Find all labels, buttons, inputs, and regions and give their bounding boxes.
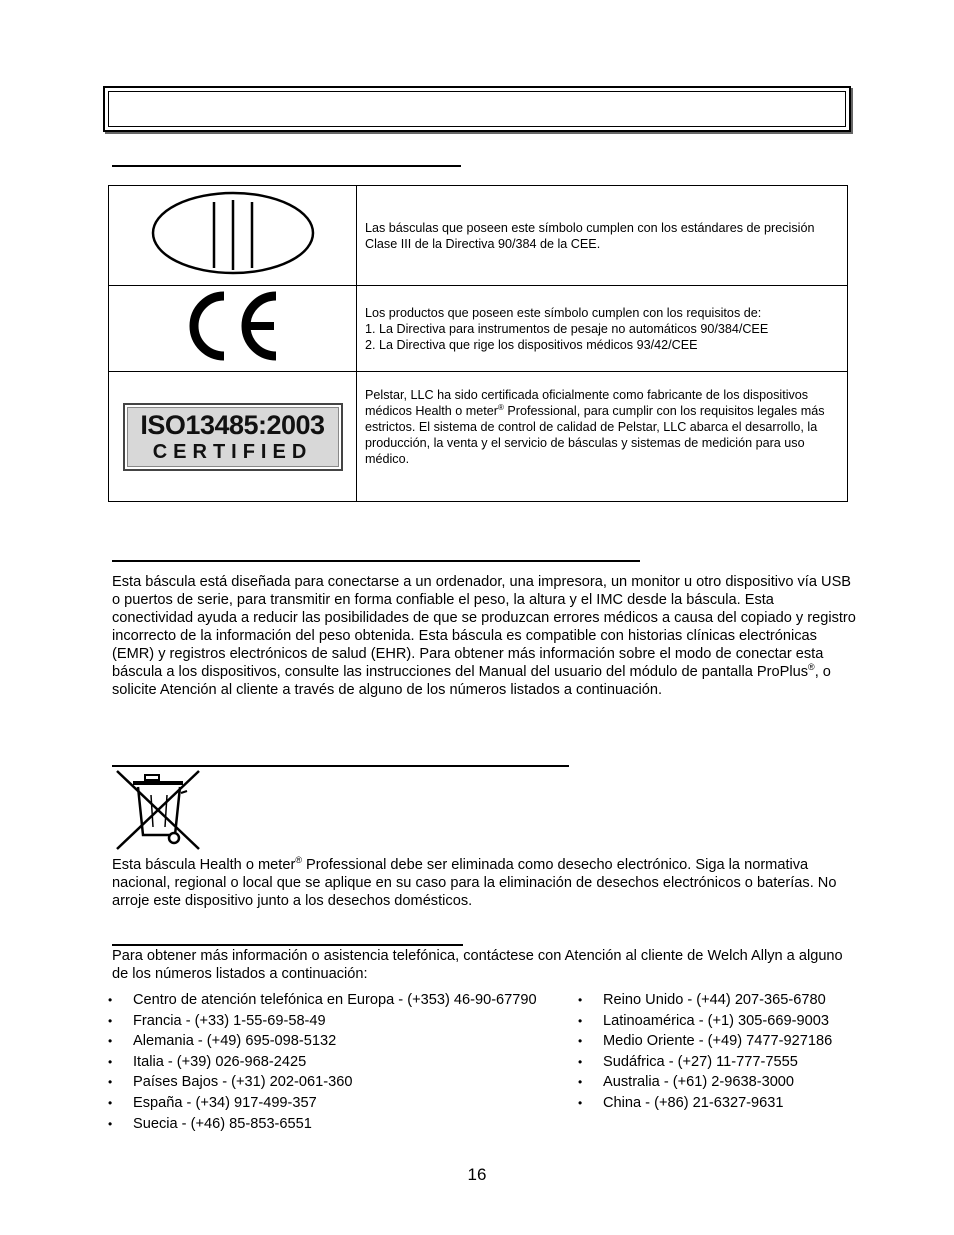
list-item: • China - (+86) 21-6327-9631 [578, 1093, 832, 1114]
list-item: • Países Bajos - (+31) 202-061-360 [108, 1072, 537, 1093]
iso-certified-badge-icon [123, 403, 343, 471]
class-iii-description: Las básculas que poseen este símbolo cumplen con los estándares de precisión Clase III de la Directiva 90/384 de la CEE. [357, 186, 848, 286]
table-row [109, 286, 848, 372]
table-row [109, 186, 848, 286]
iso-badge-title: ISO13485:2003 [140, 409, 325, 440]
list-item: • Australia - (+61) 2-9638-3000 [578, 1072, 832, 1093]
crossed-out-wheelie-bin-icon [111, 767, 203, 853]
iso-description: Pelstar, LLC ha sido certificada oficialmente como fabricante de los dispositivos médicos Health o meter® Professional, para cumplir con los requisitos legales más estrictos. El sistema de control de calidad de Pelstar, LLC abarca el desarrollo, la producción, la venta y el servicio de básculas y sistemas de medición para uso médico. [357, 372, 848, 502]
disposal-paragraph: Esta báscula Health o meter® Professional debe ser eliminada como desecho electrónico. Siga la normativa nacional, regional o local que se aplique en su caso para la eliminación de desechos electrónicos o baterías. No arroje este dispositivo junto a los desechos domésticos. [112, 855, 837, 909]
list-item: • Medio Oriente - (+49) 7477-927186 [578, 1031, 832, 1052]
section-rule-connectivity [112, 560, 640, 562]
list-item: • España - (+34) 917-499-357 [108, 1093, 537, 1114]
class-iii-symbol-icon [148, 188, 318, 278]
ce-description-line: 1. La Directiva para instrumentos de pesaje no automáticos 90/384/CEE [365, 321, 769, 336]
list-item: • Reino Unido - (+44) 207-365-6780 [578, 990, 832, 1011]
list-item: • Francia - (+33) 1-55-69-58-49 [108, 1011, 537, 1032]
contact-list-left [108, 990, 537, 1134]
section-rule-contact [112, 944, 463, 946]
certification-symbols-table [108, 185, 848, 502]
ce-description [357, 286, 848, 372]
list-item: • Sudáfrica - (+27) 11-777-7555 [578, 1052, 832, 1073]
iso-badge-subtitle: CERTIFIED [152, 440, 313, 463]
list-item: • Alemania - (+49) 695-098-5132 [108, 1031, 537, 1052]
table-row [109, 372, 848, 502]
list-item: • Centro de atención telefónica en Europa - (+353) 46-90-67790 [108, 990, 537, 1011]
contact-paragraph: Para obtener más información o asistencia telefónica, contáctese con Atención al cliente de Welch Allyn a alguno de los números listados a continuación: [112, 948, 843, 982]
connectivity-paragraph: Esta báscula está diseñada para conectarse a un ordenador, una impresora, un monitor u otro dispositivo vía USB o puertos de serie, para transmitir en forma confiable el peso, la altura y el IMC desde la báscula. Esta conectividad ayuda a reducir las posibilidades de que se produzcan errores médicos a causa del copiado y registro incorrecto de la información del peso obtenida. Esta báscula es compatible con historias clínicas electrónicas (EMR) y registros electrónicos de salud (EHR). Para obtener más información sobre el modo de conectar esta báscula a los dispositivos, consulte las instrucciones del Manual del usuario del módulo de pantalla ProPlus®, o solicite Atención al cliente a través de alguno de los números listados a continuación. [112, 574, 856, 698]
list-item: • Latinoamérica - (+1) 305-669-9003 [578, 1011, 832, 1032]
ce-description-line: 2. La Directiva que rige los dispositivos médicos 93/42/CEE [365, 337, 698, 352]
ce-mark-icon [178, 288, 288, 364]
section-rule-certifications [112, 165, 461, 167]
contact-list-right [578, 990, 832, 1114]
section-title-box [103, 86, 851, 132]
ce-description-line: Los productos que poseen este símbolo cumplen con los requisitos de: [365, 305, 762, 320]
list-item: • Italia - (+39) 026-968-2425 [108, 1052, 537, 1073]
page-number: 16 [467, 1165, 487, 1184]
list-item: • Suecia - (+46) 85-853-6551 [108, 1114, 537, 1135]
